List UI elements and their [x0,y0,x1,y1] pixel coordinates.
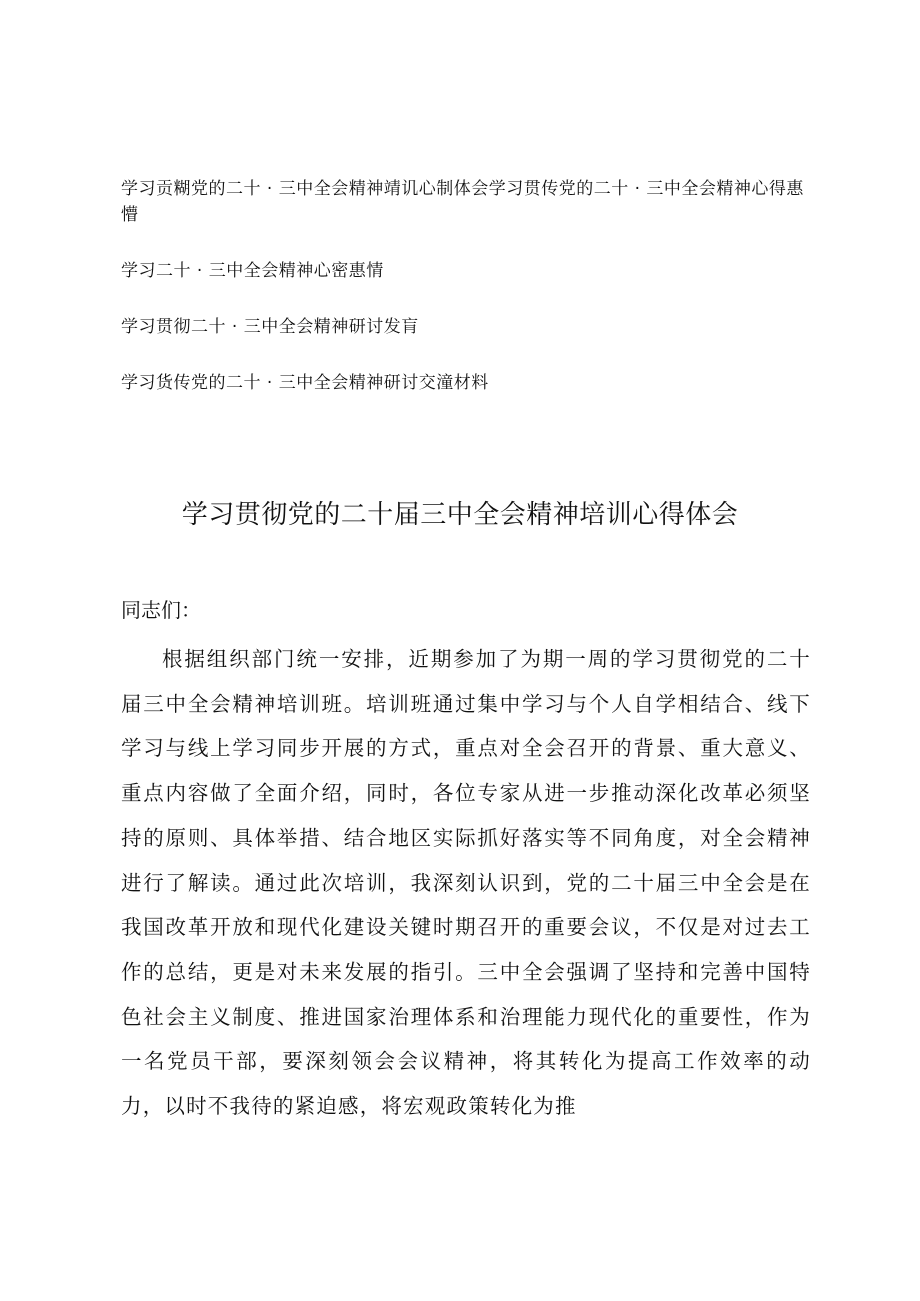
table-of-contents [121,176,821,426]
document-title: 学习贯彻党的二十届三中全会精神培训心得体会 [181,500,739,530]
toc-item: 学习贡糊党的二十 · 三中全会精神靖讥心制体会学习贯传党的二十 · 三中全会精神心得惠懵 [121,179,804,225]
body-paragraph: 根据组织部门统一安排，近期参加了为期一周的学习贯彻党的二十届三中全会精神培训班。培训班通过集中学习与个人自学相结合、线下学习与线上学习同步开展的方式，重点对全会召开的背景、重大意义、重点内容做了全面介绍，同时，各位专家从进一步推动深化改革必须坚持的原则、具体举措、结合地区实际抓好落实等不同角度，对全会精神进行了解读。通过此次培训，我深刻认识到，党的二十届三中全会是在我国改革开放和现代化建设关键时期召开的重要会议，不仅是对过去工作的总结，更是对未来发展的指引。三中全会强调了坚持和完善中国特色社会主义制度、推进国家治理体系和治理能力现代化的重要性，作为一名党员干部，要深刻领会会议精神，将其转化为提高工作效率的动力，以时不我待的紧迫感，将宏观政策转化为推 [121,647,811,1119]
toc-item: 学习货传党的二十 · 三中全会精神研讨交潼材料 [121,373,489,393]
toc-item: 学习贯彻二十 · 三中全会精神研讨发肓 [121,317,419,337]
toc-item: 学习二十 · 三中全会精神心密惠情 [121,261,384,281]
salutation: 同志们： [121,598,201,622]
